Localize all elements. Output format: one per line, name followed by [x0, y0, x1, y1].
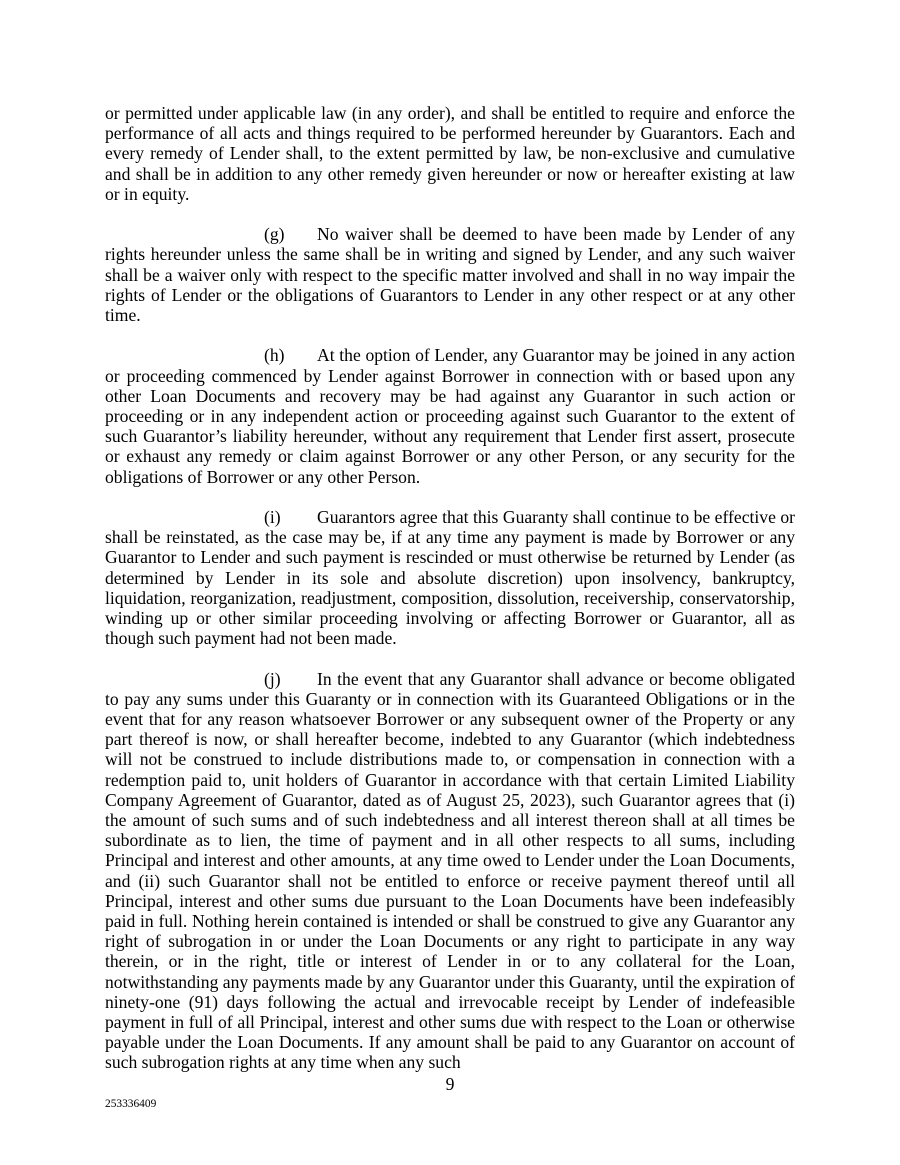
document-body [105, 103, 795, 1073]
paragraph-i-label: (i) [264, 507, 281, 528]
paragraph-text: In the event that any Guarantor shall advance or become obligated to pay any sums under this Guaranty or in connection with its Guaranteed Obligations or in the event that for any reason whatsoever Borrower or any subsequent owner of the Property or any part thereof is now, or shall hereafter become, indebted to any Guarantor (which indebtedness will not be construed to include distributions made to, or compensation in connection with a redemption paid to, unit holders of Guarantor in accordance with that certain Limited Liability Company Agreement of Guarantor, dated as of August 25, 2023), such Guarantor agrees that (i) the amount of such sums and of such indebtedness and all interest thereon shall at all times be subordinate as to lien, the time of payment and in all other respects to all sums, including Principal and interest and other amounts, at any time owed to Lender under the Loan Documents, and (ii) such Guarantor shall not be entitled to enforce or receive payment thereof until all Principal, interest and other sums due pursuant to the Loan Documents have been indefeasibly paid in full. Nothing herein contained is intended or shall be construed to give any Guarantor any right of subrogation in or under the Loan Documents or any right to participate in any way therein, or in the right, title or interest of Lender in or to any collateral for the Loan, notwithstanding any payments made by any Guarantor under this Guaranty, until the expiration of ninety-one (91) days following the actual and irrevocable receipt by Lender of indefeasible payment in full of all Principal, interest and other sums due with respect to the Loan or otherwise payable under the Loan Documents. If any amount shall be paid to any Guarantor on account of such subrogation rights at any time when any such [105, 668, 795, 1073]
paragraph-j-label: (j) [264, 668, 281, 689]
paragraph-text: Guarantors agree that this Guaranty shall continue to be effective or shall be reinstated, as the case may be, if at any time any payment is made by Borrower or any Guarantor to Lender and such payment is rescinded or must otherwise be returned by Lender (as determined by Lender in its sole and absolute discretion) upon insolvency, bankruptcy, liquidation, reorganization, readjustment, composition, dissolution, receivership, conservatorship, winding up or other similar proceeding involving or affecting Borrower or Guarantor, all as though such payment had not been made. [105, 507, 795, 649]
paragraph-h-label: (h) [264, 345, 285, 366]
paragraph-text: No waiver shall be deemed to have been made by Lender of any rights hereunder unless the same shall be in writing and signed by Lender, and any such waiver shall be a waiver only with respect to the specific matter involved and shall in no way impair the rights of Lender or the obligations of Guarantors to Lender in any other respect or at any other time. [105, 224, 795, 326]
paragraph-h [105, 345, 795, 486]
page-number: 9 [445, 1074, 455, 1094]
paragraph-g-label: (g) [264, 224, 285, 245]
paragraph-text: At the option of Lender, any Guarantor may be joined in any action or proceeding commenced by Lender against Borrower in connection with or based upon any other Loan Documents and recovery may be had against any Guarantor in such action or proceeding or in any independent action or proceeding against such Guarantor to the extent of such Guarantor’s liability hereunder, without any requirement that Lender first assert, prosecute or exhaust any remedy or claim against Borrower or any other Person, or any security for the obligations of Borrower or any other Person. [105, 345, 795, 487]
paragraph-i [105, 507, 795, 648]
paragraph-text: or permitted under applicable law (in any order), and shall be entitled to require and enforce the performance of all acts and things required to be performed hereunder by Guarantors. Each and every remedy of Lender shall, to the extent permitted by law, be non-exclusive and cumulative and shall be in addition to any other remedy given hereunder or now or hereafter existing at law or in equity. [105, 103, 795, 204]
paragraph-g [105, 224, 795, 325]
document-id-footer: 253336409 [105, 1098, 157, 1110]
paragraph-j [105, 669, 795, 1073]
paragraph-continuation [105, 103, 795, 204]
